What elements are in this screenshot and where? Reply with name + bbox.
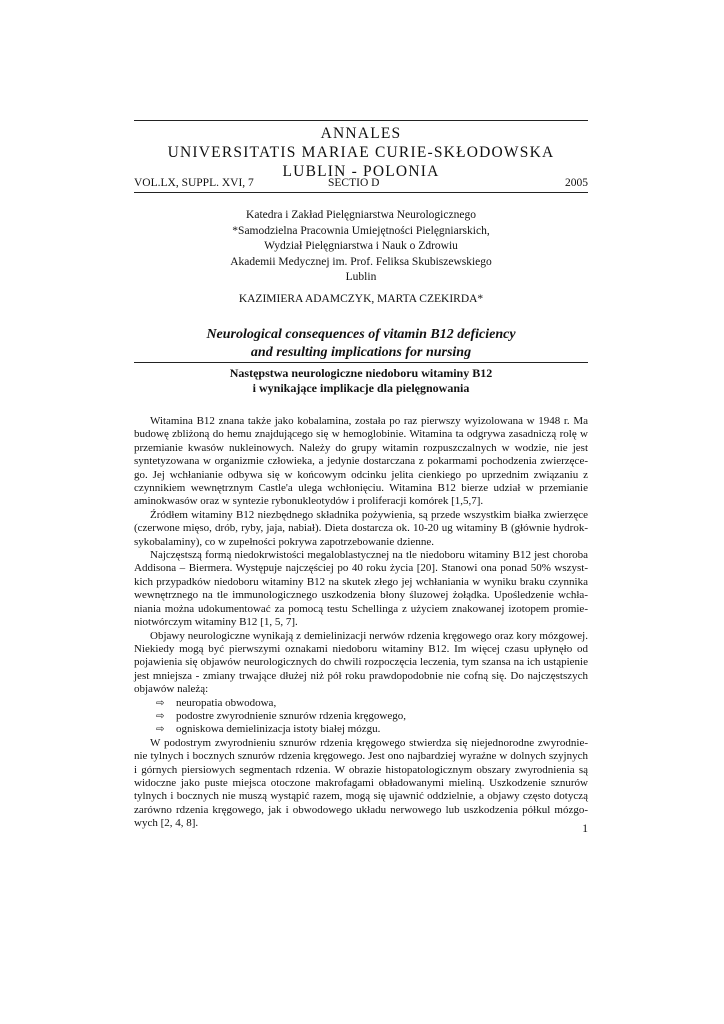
affiliation-line: Katedra i Zakład Pielęgniarstwa Neurologicznego	[246, 209, 476, 221]
english-title-line: Neurological consequences of vitamin B12 deficiency	[206, 327, 516, 342]
title-rule	[134, 362, 588, 363]
affiliation-line: Wydział Pielęgniarstwa i Nauk o Zdrowiu	[264, 240, 458, 252]
body-paragraph: W podostrym zwyrodnieniu sznurów rdzenia kręgowego stwierdza się niejednorodne zwyrodnienie tylnych i bocznych sznurów rdzenia kręgowego. Jest ono najbardziej wyraźne w dolnych szyjnych i górnych piersiowych segmentach rdzenia. W obrazie histopatologicznym obszary zwyrodnienia są widoczne jako puste miejsca otoczone makrofagami obładowanymi mieliną. Uszkodzenie sznurów tylnych i bocznych nie muszą wystąpić razem, mogą się ujawnić oddzielnie, a objawy często dotyczą zarówno rdzenia kręgowego, jak i obwodowego układu nerwowego lub uszkodzenia półkul mózgowych [2, 4, 8].	[134, 736, 588, 830]
english-title	[134, 326, 588, 362]
english-title-line: and resulting implications for nursing	[250, 345, 472, 360]
article-body	[134, 415, 588, 831]
journal-title	[134, 124, 588, 181]
volume-info: VOL.LX, SUPPL. XVI, 7	[134, 177, 254, 189]
section-info: SECTIO D	[328, 177, 380, 189]
right-arrow-icon: ⇨	[156, 697, 165, 709]
polish-title-line: i wynikające implikacje dla pielęgnowania	[252, 381, 470, 395]
body-paragraph: Objawy neurologiczne wynikają z demielinizacji nerwów rdzenia kręgowego oraz kory mózgowej. Niekiedy mogą być pierwszymi oznakami niedoboru witaminy B12. Im więcej czasu upłynęło od pojawienia się objawów neurologicznych do chwili rozpoczęcia leczenia, tym szansa na ich ustąpienie jest mniejsza - zmiany trwające dłużej niż pół roku prawdopodobnie nie cofną się. Do najczęstszych objawów należą:	[134, 629, 588, 696]
volume-line	[134, 177, 588, 191]
affiliation-line: Lublin	[345, 271, 377, 283]
polish-title-line: Następstwa neurologiczne niedoboru witaminy B12	[229, 366, 493, 380]
list-item	[156, 723, 588, 736]
journal-line-annales: ANNALES	[320, 125, 402, 142]
symptom-list	[134, 697, 588, 737]
header-rule-bottom	[134, 192, 588, 193]
journal-line-university: UNIVERSITATIS MARIAE CURIE-SKŁODOWSKA	[167, 144, 555, 161]
affiliation-line: Akademii Medycznej im. Prof. Feliksa Skubiszewskiego	[230, 255, 492, 268]
body-paragraph: Źródłem witaminy B12 niezbędnego składnika pożywienia, są przede wszystkim białka zwierzęce (czerwone mięso, drób, ryby, jaja, nabiał). Dieta dostarcza ok. 10-20 ug witaminy B (głównie hydroksykobalaminy), co w zupełności pokrywa zapotrzebowanie dzienne.	[134, 508, 588, 548]
header-rule-top	[134, 120, 588, 121]
list-item-text: ogniskowa demielinizacja istoty białej mózgu.	[176, 723, 381, 736]
list-item	[156, 697, 588, 710]
authors: KAZIMIERA ADAMCZYK, MARTA CZEKIRDA*	[238, 293, 484, 305]
body-paragraph: Witamina B12 znana także jako kobalamina, została po raz pierwszy wyizolowana w 1948 r. Ma budowę zbliżoną do hemu znajdującego się w hemoglobinie. Witamina ta odgrywa zasadniczą rolę w przemianie kwasów nukleinowych. Należy do grupy witamin rozpuszczalnych w wodzie, nie jest syntetyzowana w organizmie człowieka, a jedynie dostarczana z pokarmami pochodzenia zwierzęcego. Jej wchłanianie odbywa się w końcowym odcinku jelita cienkiego po uprzednim związaniu z czynnikiem wewnętrznym Castle'a ulega wchłonięciu. Witamina B12 bierze udział w przemianie aminokwasów oraz w syntezie rybonukleotydów i proliferacji komórek [1,5,7].	[134, 415, 588, 508]
journal-line-city: LUBLIN - POLONIA	[282, 163, 440, 180]
right-arrow-icon: ⇨	[156, 724, 165, 736]
affiliation-block	[134, 208, 588, 286]
body-paragraph: Najczęstszą formą niedokrwistości megaloblastycznej na tle niedoboru witaminy B12 jest choroba Addisona – Biermera. Występuje najczęściej po 40 roku życia [20]. Stanowi ona ponad 50% wszystkich przypadków niedoboru witaminy B12 na skutek złego jej wchłaniania w wyniku braku czynnika wewnętrznego na tle immunologicznego uszkodzenia błony śluzowej żołądka. Upośledzenie wchłaniania można udokumentować za pomocą testu Schellinga z użyciem znakowanej izotopem promieniotwórczym witaminy B12 [1, 5, 7].	[134, 549, 588, 629]
list-item-text: neuropatia obwodowa,	[176, 696, 277, 709]
page-number: 1	[582, 823, 588, 835]
list-item	[156, 710, 588, 723]
polish-title	[134, 366, 588, 396]
affiliation-line: *Samodzielna Pracownia Umiejętności Pielęgniarskich,	[232, 224, 490, 237]
year-info: 2005	[565, 177, 588, 189]
right-arrow-icon: ⇨	[156, 710, 165, 722]
list-item-text: podostre zwyrodnienie sznurów rdzenia kręgowego,	[176, 709, 407, 722]
